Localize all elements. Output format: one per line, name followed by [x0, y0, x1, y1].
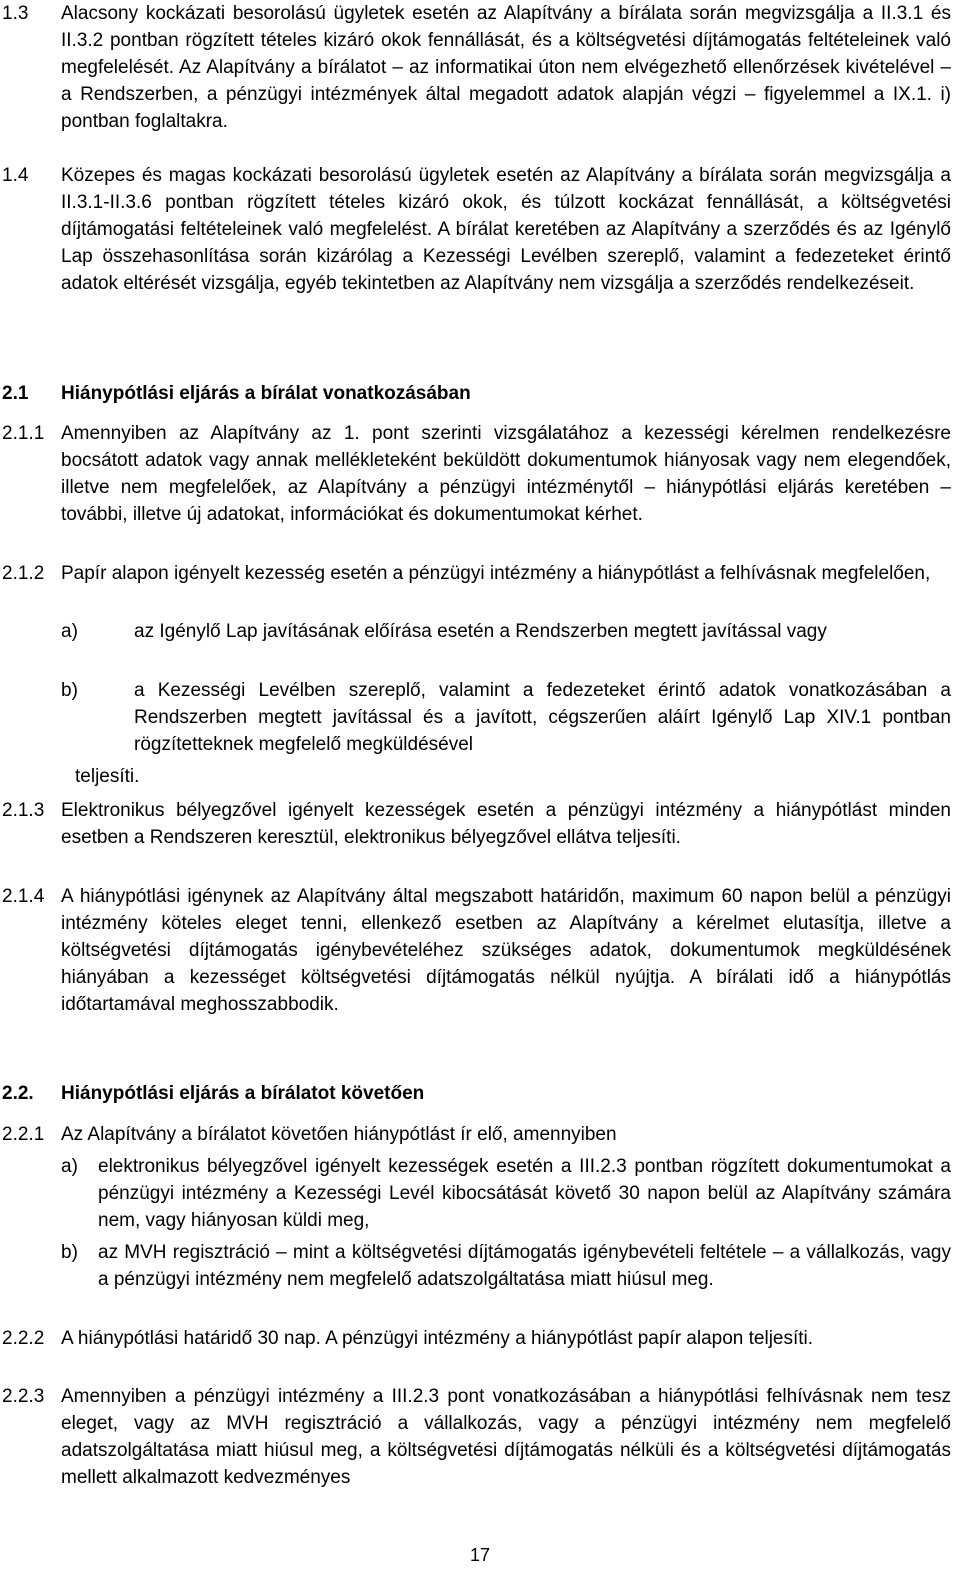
section-title: Hiánypótlási eljárás a bírálatot követően: [61, 1083, 425, 1104]
list-text: elektronikus bélyegzővel igényelt kezességek esetén a III.2.3 pontban rögzített dokumentumokat a pénzügyi intézmény a Kezességi Levél kibocsátását követő 30 napon belül az Alapítvány számára nem, vagy hiányosan küldi meg,: [98, 1156, 951, 1231]
list-text: az Igénylő Lap javításának előírása esetén a Rendszerben megtett javítással vagy: [134, 621, 827, 642]
section-number: 2.1.2: [2, 563, 45, 584]
list-item-b: [61, 677, 951, 758]
section-2-2-3: [0, 1383, 951, 1491]
section-number: 2.1.1: [2, 423, 45, 444]
list-item-b: [61, 1239, 951, 1293]
section-text: Amennyiben az Alapítvány az 1. pont szerinti vizsgálatához a kezességi kérelmen rendelkezésre bocsátott adatok vagy annak mellékleteként beküldött dokumentumok hiányosak vagy nem elegendőek, illetve nem megfelelőek, az Alapítvány a pénzügyi intézménytől – hiánypótlási eljárás keretében – további, illetve új adatokat, információkat és dokumentumokat kérhet.: [61, 423, 951, 525]
section-text: Alacsony kockázati besorolású ügyletek esetén az Alapítvány a bírálata során megvizsgálja a II.3.1 és II.3.2 pontban rögzített tételes kizáró okok fennállását, és a költségvetési díjtámogatás feltételeinek való megfelelését. Az Alapítvány a bírálatot – az informatikai úton nem elvégezhető ellenőrzések kivételével – a Rendszerben, a pénzügyi intézmények által megadott adatok alapján végzi – figyelemmel a IX.1. i) pontban foglaltakra.: [61, 3, 951, 132]
section-number: 2.2.2: [2, 1328, 45, 1349]
section-text: Papír alapon igényelt kezesség esetén a pénzügyi intézmény a hiánypótlást a felhívásnak megfelelően,: [61, 563, 931, 584]
list-label: a): [61, 621, 78, 642]
section-number: 1.3: [2, 3, 29, 24]
section-title: Hiánypótlási eljárás a bírálat vonatkozásában: [61, 383, 471, 404]
section-text: Amennyiben a pénzügyi intézmény a III.2.3 pont vonatkozásában a hiánypótlási felhívásnak nem tesz eleget, vagy az MVH regisztráció a vállalkozás, vagy a pénzügyi intézmény nem megfelelő adatszolgáltatása miatt hiúsul meg, a költségvetési díjtámogatás nélküli és a költségvetési díjtámogatás mellett alkalmazott kedvezményes: [61, 1386, 951, 1488]
section-2-2-1: [0, 1121, 951, 1148]
section-text: Az Alapítvány a bírálatot követően hiánypótlást ír elő, amennyiben: [61, 1124, 617, 1145]
list-text: a Kezességi Levélben szereplő, valamint a fedezeteket érintő adatok vonatkozásában a Rendszerben megtett javítással és a javított, cégszerűen aláírt Igénylő Lap XIV.1 pontban rögzítetteknek megfelelő megküldésével: [134, 680, 951, 755]
list-label: b): [61, 680, 78, 701]
list-item-a: [61, 618, 951, 645]
section-text: A hiánypótlási határidő 30 nap. A pénzügyi intézmény a hiánypótlást papír alapon teljesíti.: [61, 1328, 814, 1349]
section-1-3: [0, 0, 951, 135]
section-1-4: [0, 162, 951, 297]
section-text: Elektronikus bélyegzővel igényelt kezességek esetén a pénzügyi intézmény a hiánypótlást minden esetben a Rendszeren keresztül, elektronikus bélyegzővel ellátva teljesíti.: [61, 800, 951, 848]
section-text: Közepes és magas kockázati besorolású ügyletek esetén az Alapítvány a bírálata során megvizsgálja a II.3.1-II.3.6 pontban rögzített tételes kizáró okok, és túlzott kockázat fennállását, a költségvetési díjtámogatási feltételeinek való megfelelést. A bírálat keretében az Alapítvány a szerződés és az Igénylő Lap összehasonlítása során kizárólag a Kezességi Levélben szereplő, valamint a fedezeteket érintő adatok eltérését vizsgálja, egyéb tekintetben az Alapítvány nem vizsgálja a szerződés rendelkezéseit.: [61, 165, 951, 294]
section-2-1-2: [0, 560, 951, 587]
list-label: a): [61, 1156, 78, 1177]
list-label: b): [61, 1242, 78, 1263]
section-2-2-2: [0, 1325, 951, 1352]
section-number: 2.1.4: [2, 886, 45, 907]
list-item-a: [61, 1153, 951, 1234]
section-number: 2.2.: [2, 1083, 34, 1104]
section-number: 2.1: [2, 383, 29, 404]
list-text: az MVH regisztráció – mint a költségvetési díjtámogatás igénybevételi feltétele – a vállalkozás, vagy a pénzügyi intézmény nem megfelelő adatszolgáltatása miatt hiúsul meg.: [98, 1242, 951, 1290]
section-2-1-1: [0, 420, 951, 528]
section-2-1-3: [0, 797, 951, 851]
section-2-2-heading: [0, 1080, 951, 1107]
section-number: 2.1.3: [2, 800, 45, 821]
section-number: 2.2.1: [2, 1124, 45, 1145]
section-2-1-heading: [0, 380, 951, 407]
section-text: A hiánypótlási igénynek az Alapítvány által megszabott határidőn, maximum 60 napon belül a pénzügyi intézmény köteles eleget tenni, ellenkező esetben az Alapítvány a kérelmet elutasítja, illetve a költségvetési díjtámogatás igénybevételéhez szükséges adatok, dokumentumok megküldésének hiányában a kezességet költségvetési díjtámogatás nélkül nyújtja. A bírálati idő a hiánypótlás időtartamával meghosszabbodik.: [61, 886, 951, 1015]
section-2-1-4: [0, 883, 951, 1018]
page-number: 17: [469, 1545, 491, 1565]
section-number: 2.2.3: [2, 1386, 45, 1407]
list-tail-text: teljesíti.: [75, 766, 140, 787]
section-number: 1.4: [2, 165, 29, 186]
